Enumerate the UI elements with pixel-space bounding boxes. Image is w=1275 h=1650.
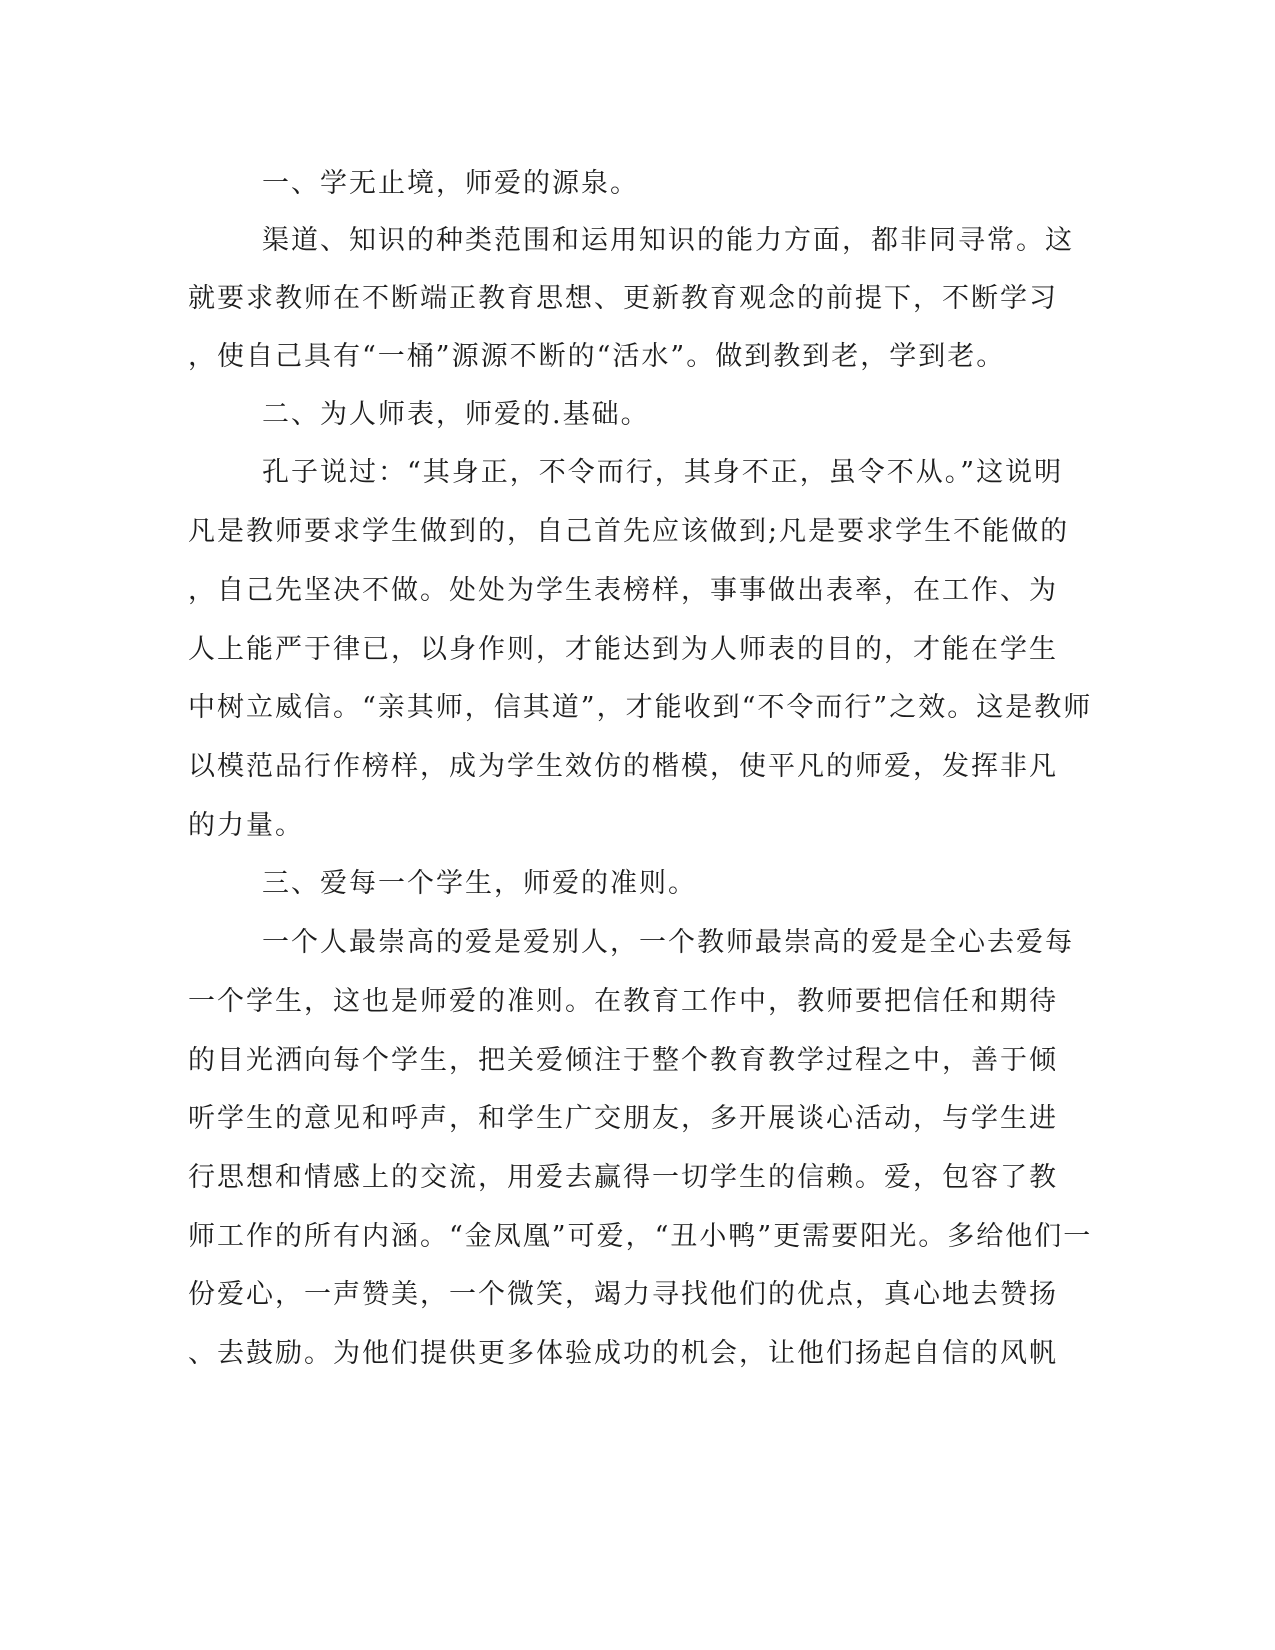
paragraph-line: 中树立威信。“亲其师，信其道”，才能收到“不令而行”之效。这是教师: [188, 692, 1093, 723]
paragraph-line: 行思想和情感上的交流，用爱去赢得一切学生的信赖。爱，包容了教: [188, 1162, 1058, 1193]
paragraph-line: 人上能严于律已，以身作则，才能达到为人师表的目的，才能在学生: [188, 634, 1058, 665]
paragraph-line: 、去鼓励。为他们提供更多体验成功的机会，让他们扬起自信的风帆: [188, 1338, 1058, 1369]
paragraph-line: ，使自己具有“一桶”源源不断的“活水”。做到教到老，学到老。: [188, 341, 1006, 372]
paragraph-line: 份爱心，一声赞美，一个微笑，竭力寻找他们的优点，真心地去赞扬: [188, 1279, 1058, 1310]
paragraph-line: 一个学生，这也是师爱的准则。在教育工作中，教师要把信任和期待: [188, 986, 1058, 1017]
paragraph-line: 一个人最崇高的爱是爱别人，一个教师最崇高的爱是全心去爱每: [262, 927, 1074, 958]
paragraph-line: 的力量。: [188, 810, 304, 841]
section-heading-3: 三、爱每一个学生，师爱的准则。: [262, 868, 697, 899]
paragraph-line: 就要求教师在不断端正教育思想、更新教育观念的前提下，不断学习: [188, 283, 1058, 314]
paragraph-line: 听学生的意见和呼声，和学生广交朋友，多开展谈心活动，与学生进: [188, 1103, 1058, 1134]
paragraph-line: 的目光洒向每个学生，把关爱倾注于整个教育教学过程之中，善于倾: [188, 1045, 1058, 1076]
paragraph-line: 渠道、知识的种类范围和运用知识的能力方面，都非同寻常。这: [262, 225, 1074, 256]
paragraph-line: 师工作的所有内涵。“金凤凰”可爱，“丑小鸭”更需要阳光。多给他们一: [188, 1221, 1093, 1252]
paragraph-line: 孔子说过：“其身正，不令而行，其身不正，虽令不从。”这说明: [262, 457, 1064, 488]
section-heading-1: 一、学无止境，师爱的源泉。: [262, 168, 639, 199]
paragraph-line: 以模范品行作榜样，成为学生效仿的楷模，使平凡的师爱，发挥非凡: [188, 751, 1058, 782]
paragraph-line: ，自己先坚决不做。处处为学生表榜样，事事做出表率，在工作、为: [188, 575, 1058, 606]
section-heading-2: 二、为人师表，师爱的.基础。: [262, 399, 650, 430]
paragraph-line: 凡是教师要求学生做到的，自己首先应该做到;凡是要求学生不能做的: [188, 516, 1070, 547]
